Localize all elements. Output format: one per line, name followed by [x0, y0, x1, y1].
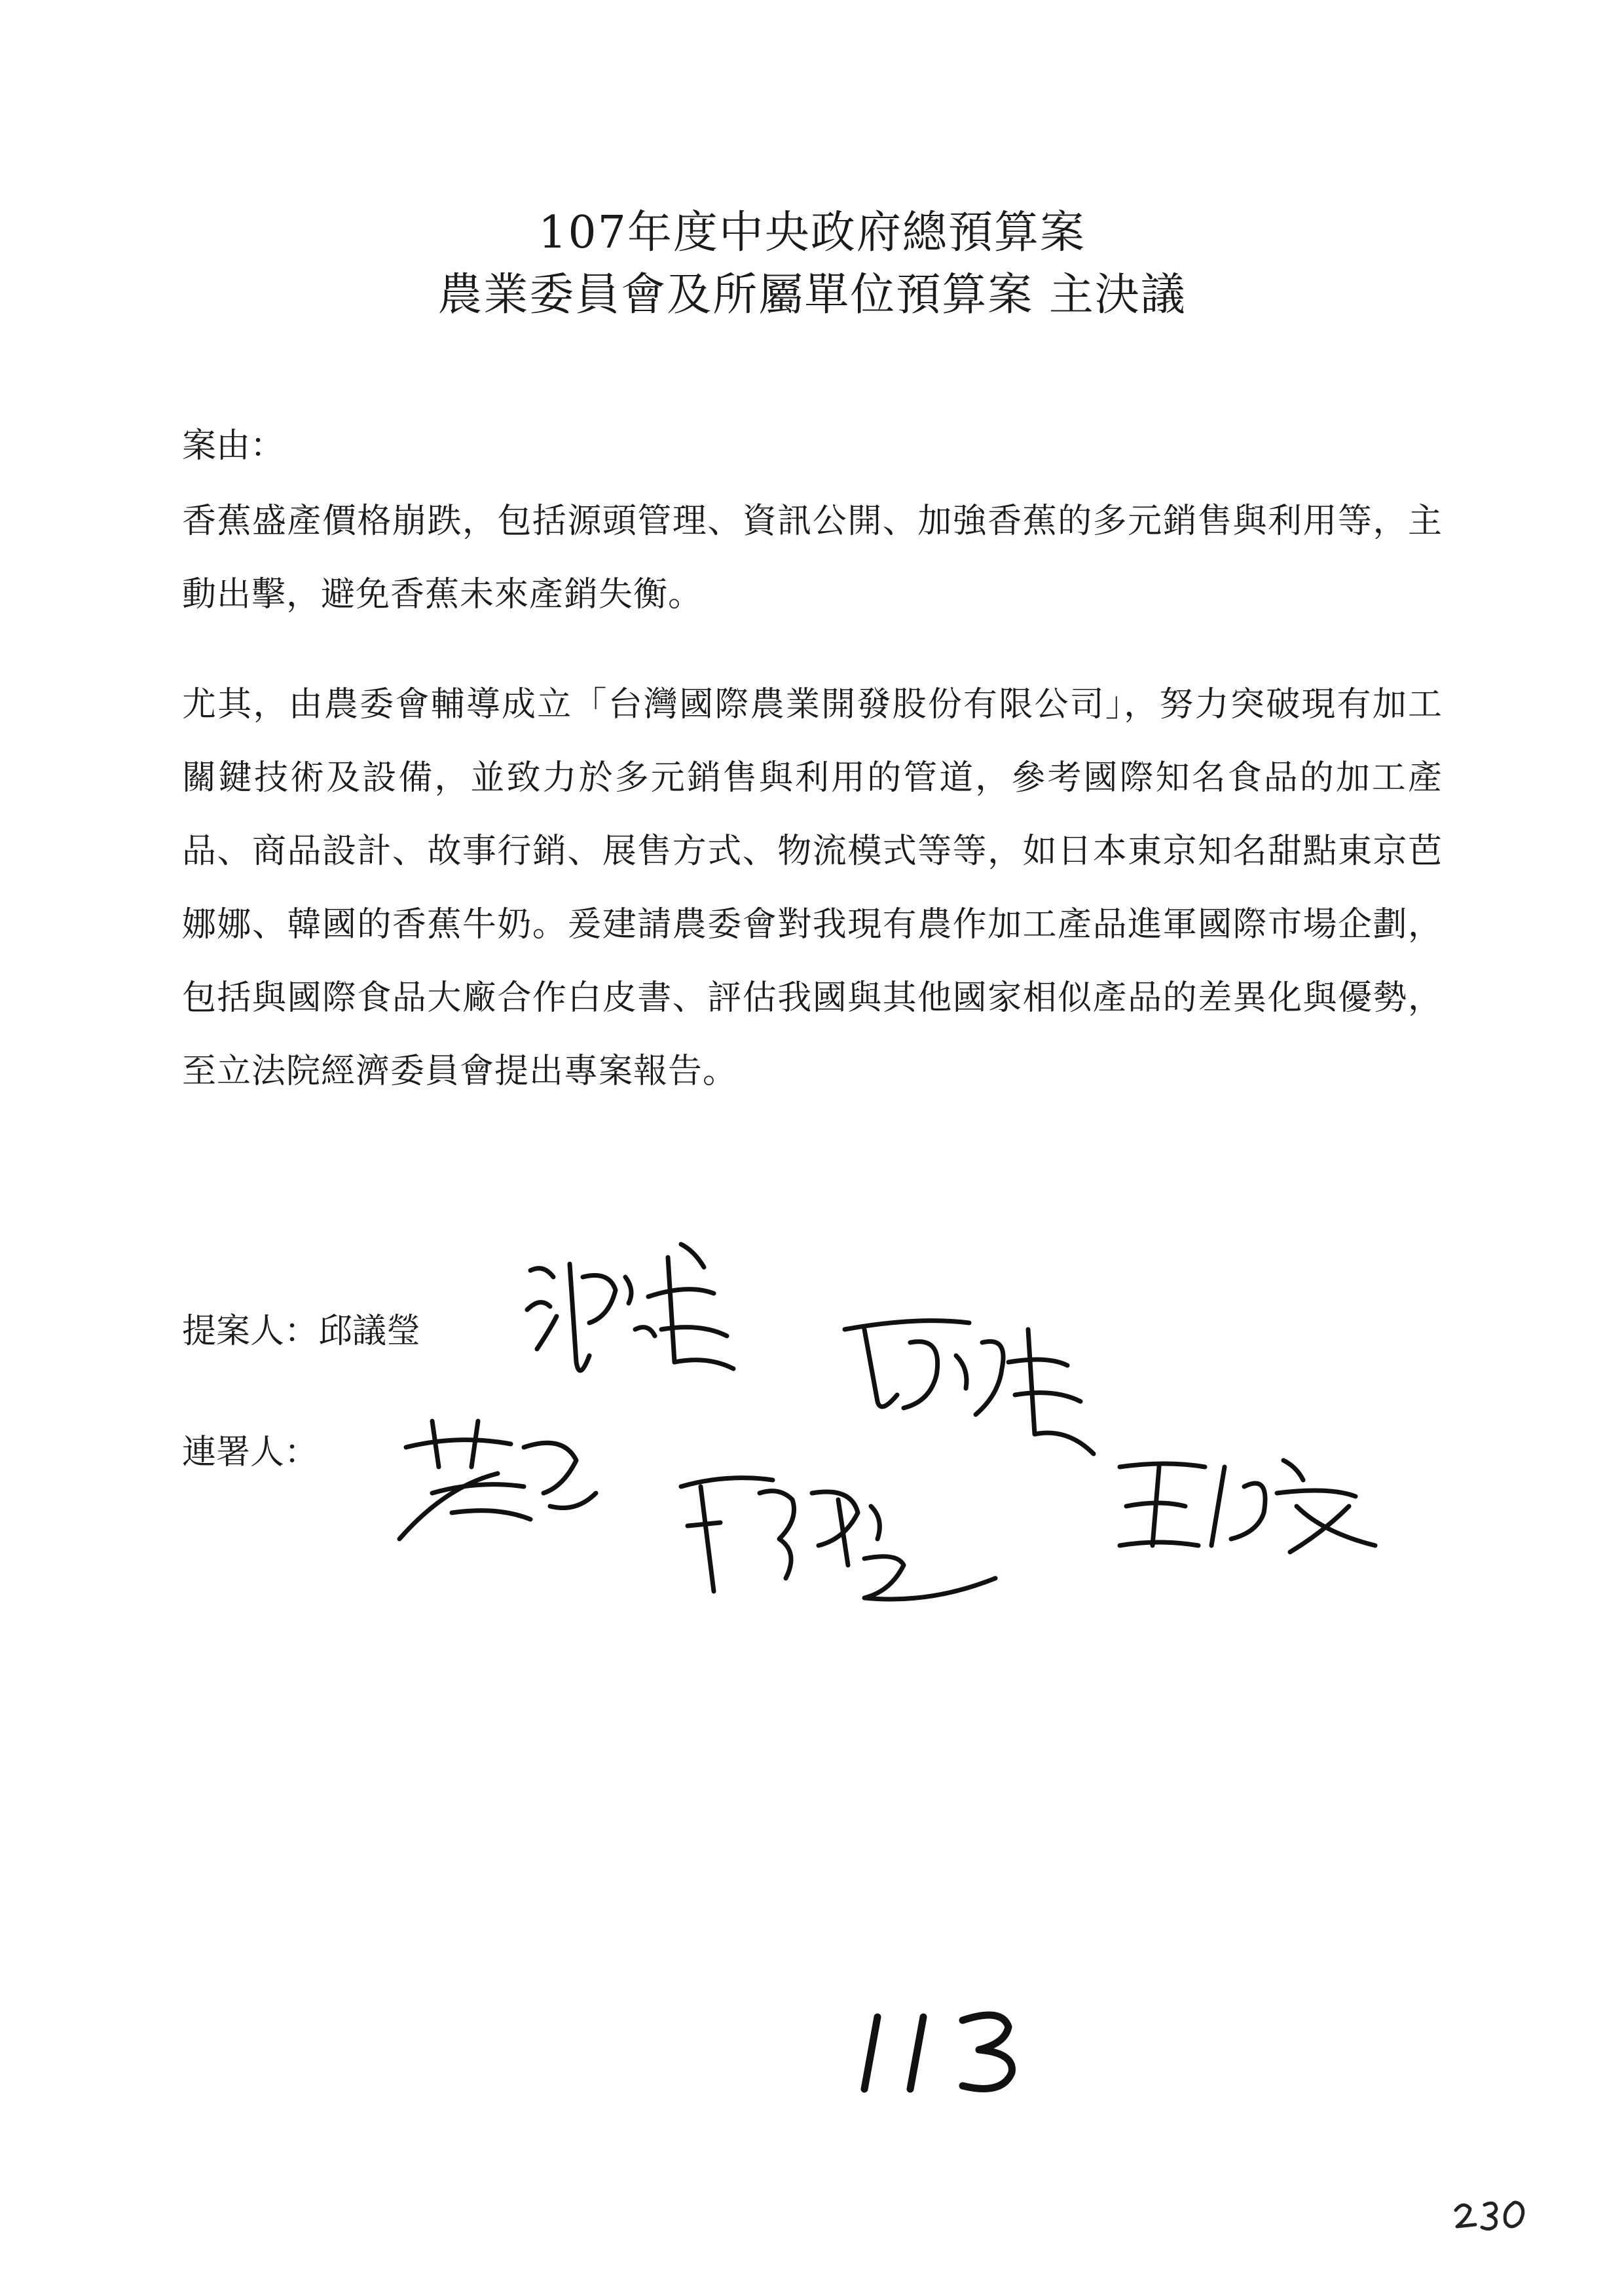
signature-cosigner-1	[838, 1303, 1113, 1473]
document-title-line2: 農業委員會及所屬單位預算案 主決議	[437, 269, 1187, 321]
case-paragraph-2: 尤其，由農委會輔導成立「台灣國際農業開發股份有限公司」，努力突破現有加工關鍵技術及設備，並致力於多元銷售與利用的管道，參考國際知名食品的加工產品、商品設計、故事行銷、展售方式、物流模式等等，如日本東京知名甜點東京芭娜娜、韓國的香蕉牛奶。爰建請農委會對我現有農作加工產品進軍國際市場企劃，包括與國際食品大廠合作白皮書、評估我國與其他國家相似產品的差異化與優勢，至立法院經濟委員會提出專案報告。	[182, 685, 1443, 1091]
signature-cosigner-3	[668, 1460, 1008, 1611]
cosigner-label: 連署人：	[182, 1433, 319, 1472]
case-label: 案由：	[182, 426, 285, 466]
signature-cosigner-4	[1113, 1447, 1388, 1565]
signature-proposer	[517, 1231, 753, 1401]
document-title-line1: 107年度中央政府總預算案	[538, 207, 1086, 259]
signature-cosigner-2	[393, 1408, 609, 1559]
case-paragraph-1: 香蕉盛產價格崩跌，包括源頭管理、資訊公開、加強香蕉的多元銷售與利用等，主動出擊，避免香蕉未來產銷失衡。	[182, 502, 1443, 614]
corner-page-number	[1450, 2191, 1536, 2236]
handwritten-page-number	[851, 2004, 1048, 2102]
proposer-label: 提案人：邱議瑩	[182, 1312, 421, 1351]
